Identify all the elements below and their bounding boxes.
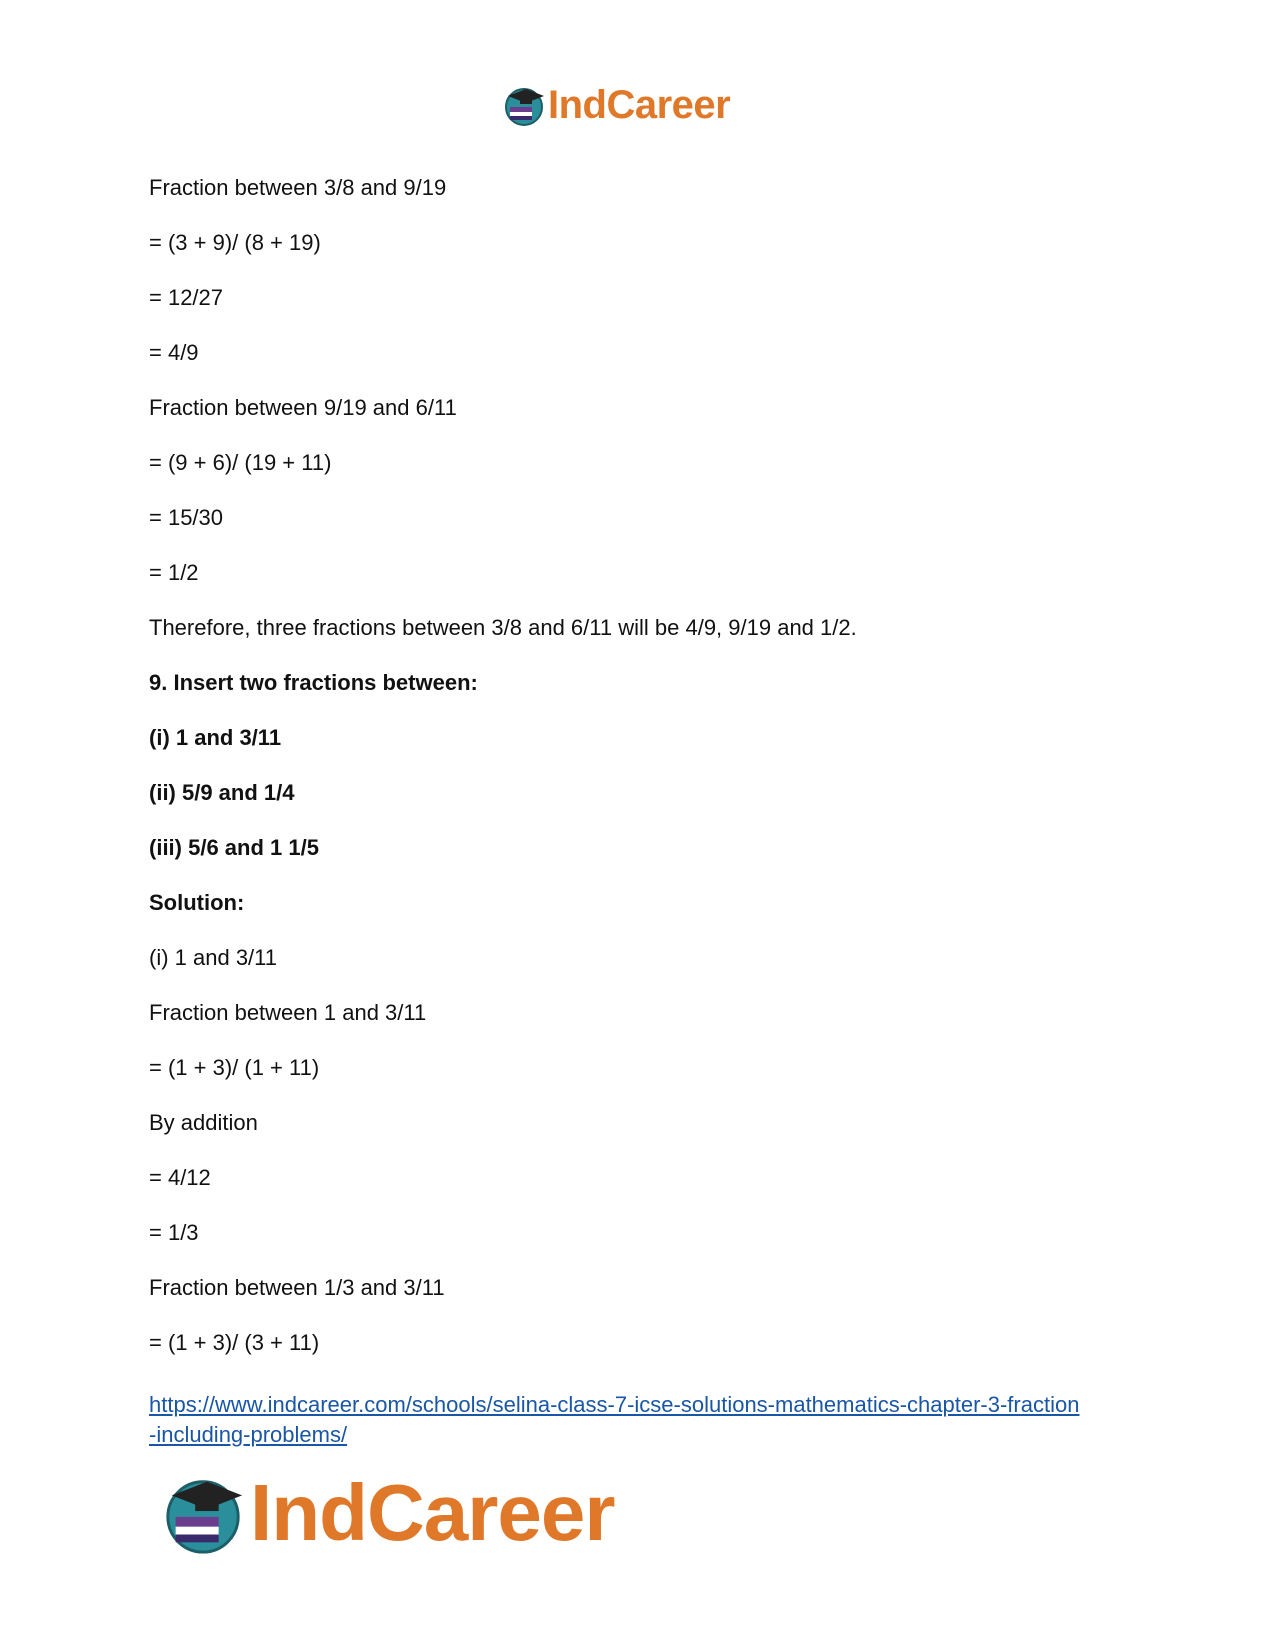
text-line: 9. Insert two fractions between: [149, 670, 478, 695]
text-line: (iii) 5/6 and 1 1/5 [149, 835, 319, 860]
text-line: = (1 + 3)/ (1 + 11) [149, 1055, 320, 1080]
brand-name: IndCareer [548, 83, 731, 127]
text-line: (i) 1 and 3/11 [149, 945, 278, 970]
graduation-globe-icon [160, 1470, 246, 1556]
text-line: = 4/9 [149, 340, 199, 365]
text-line: Fraction between 3/8 and 9/19 [149, 175, 447, 200]
text-line: Fraction between 1/3 and 3/11 [149, 1275, 445, 1300]
text-line: = 12/27 [149, 285, 224, 310]
text-line: = 1/2 [149, 560, 199, 585]
text-line: Fraction between 1 and 3/11 [149, 1000, 427, 1025]
text-line: = (3 + 9)/ (8 + 19) [149, 230, 321, 255]
text-line: = (1 + 3)/ (3 + 11) [149, 1330, 320, 1355]
source-link-line-1: https://www.indcareer.com/schools/selina-class-7-icse-solutions-mathematics-chapter-3-fraction [149, 1392, 1080, 1417]
brand-name: IndCareer [250, 1468, 615, 1557]
graduation-globe-icon [502, 83, 546, 127]
text-line: = (9 + 6)/ (19 + 11) [149, 450, 332, 475]
header-logo [502, 80, 730, 130]
footer-logo [160, 1468, 614, 1558]
text-line: Solution: [149, 890, 245, 915]
source-link-line-2: -including-problems/ [149, 1422, 348, 1447]
text-line: = 15/30 [149, 505, 224, 530]
text-line: = 1/3 [149, 1220, 199, 1245]
text-line: By addition [149, 1110, 258, 1135]
text-line: = 4/12 [149, 1165, 211, 1190]
source-link[interactable] [149, 1390, 1129, 1450]
text-line: Therefore, three fractions between 3/8 and 6/11 will be 4/9, 9/19 and 1/2. [149, 615, 857, 640]
text-line: (ii) 5/9 and 1/4 [149, 780, 295, 805]
text-line: Fraction between 9/19 and 6/11 [149, 395, 457, 420]
text-line: (i) 1 and 3/11 [149, 725, 282, 750]
